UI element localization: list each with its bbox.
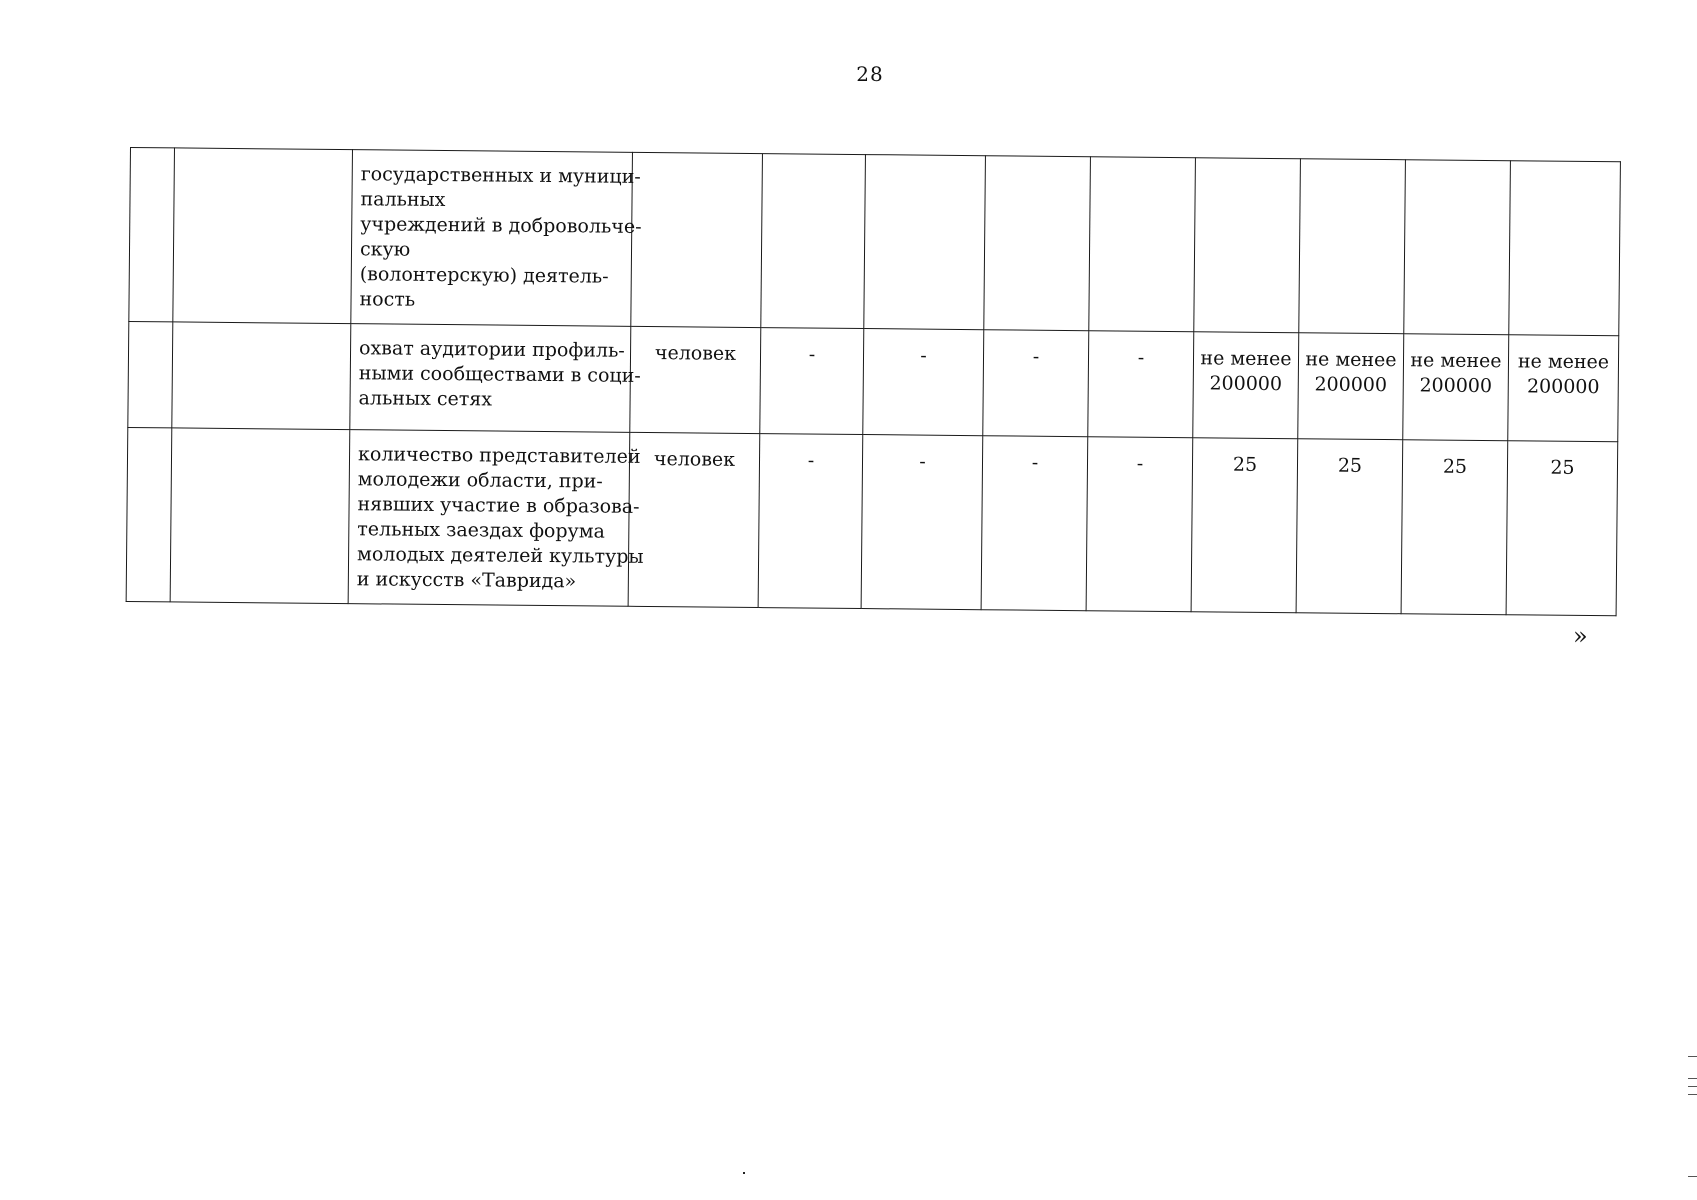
description-line: молодежи области, при- <box>357 468 603 493</box>
table-row <box>128 321 1619 441</box>
description-line: ность <box>359 288 416 311</box>
description-line: охват аудитории профиль- <box>358 337 625 362</box>
value-cell <box>1404 160 1511 335</box>
unit-cell <box>631 152 763 327</box>
table-row <box>126 427 1618 615</box>
unit-cell: человек <box>630 326 761 433</box>
value-cell <box>1194 158 1301 333</box>
scan-edge-mark <box>1688 1094 1697 1095</box>
value-cell <box>761 154 866 329</box>
table-row <box>129 148 1621 336</box>
value-cell: - <box>861 435 983 610</box>
number-cell <box>129 148 175 322</box>
value-cell: - <box>981 436 1088 611</box>
value-cell <box>864 155 986 330</box>
description-line: пальных <box>360 188 446 212</box>
value-cell <box>984 156 1091 331</box>
number-cell <box>126 427 172 601</box>
value-cell: не менее 200000 <box>1193 332 1299 439</box>
scan-edge-mark <box>1688 1086 1697 1087</box>
value-cell: не менее 200000 <box>1298 333 1404 440</box>
value-cell: - <box>863 329 984 436</box>
description-line: государственных и муници- <box>360 163 641 188</box>
value-cell: - <box>758 434 863 609</box>
value-cell: не менее 200000 <box>1403 334 1509 441</box>
closing-quote-mark: » <box>1573 622 1588 650</box>
value-cell: 25 <box>1401 440 1508 615</box>
value-cell: - <box>1088 331 1194 438</box>
scan-edge-mark <box>1688 1078 1697 1079</box>
value-cell: - <box>760 328 864 435</box>
description-line: и искусств «Таврида» <box>356 568 577 593</box>
value-cell: не менее 200000 <box>1508 335 1619 442</box>
number-cell <box>128 321 173 427</box>
value-cell <box>1089 157 1196 332</box>
description-line: тельных заездах форума <box>357 518 605 543</box>
value-cell: 25 <box>1296 439 1403 614</box>
unit-cell: человек <box>628 432 760 607</box>
value-cell <box>1299 159 1406 334</box>
description-line: альных сетях <box>358 387 493 411</box>
measure-cell <box>173 148 353 324</box>
description-cell <box>351 150 642 327</box>
scan-speck <box>743 1172 745 1174</box>
page-number: 28 <box>856 62 884 86</box>
description-line: ными сообществами в соци- <box>358 362 641 387</box>
description-line: учреждений в добровольче- <box>360 213 642 238</box>
description-line: молодых деятелей культуры <box>356 543 644 568</box>
description-line: нявших участие в образова- <box>357 493 640 518</box>
measure-cell <box>172 322 351 430</box>
description-cell <box>350 324 641 433</box>
scan-edge-mark <box>1688 1176 1697 1177</box>
value-cell: - <box>983 330 1089 437</box>
description-line: (волонтерскую) деятель- <box>359 263 609 288</box>
measure-cell <box>170 428 350 604</box>
value-cell: 25 <box>1506 441 1618 616</box>
description-line: количество представителей <box>357 443 641 468</box>
indicators-table <box>126 147 1621 616</box>
value-cell <box>1509 161 1621 336</box>
scan-edge-mark <box>1688 1056 1697 1057</box>
description-cell <box>348 430 644 607</box>
description-line: скую <box>359 238 411 261</box>
value-cell: - <box>1086 437 1193 612</box>
value-cell: 25 <box>1191 438 1298 613</box>
